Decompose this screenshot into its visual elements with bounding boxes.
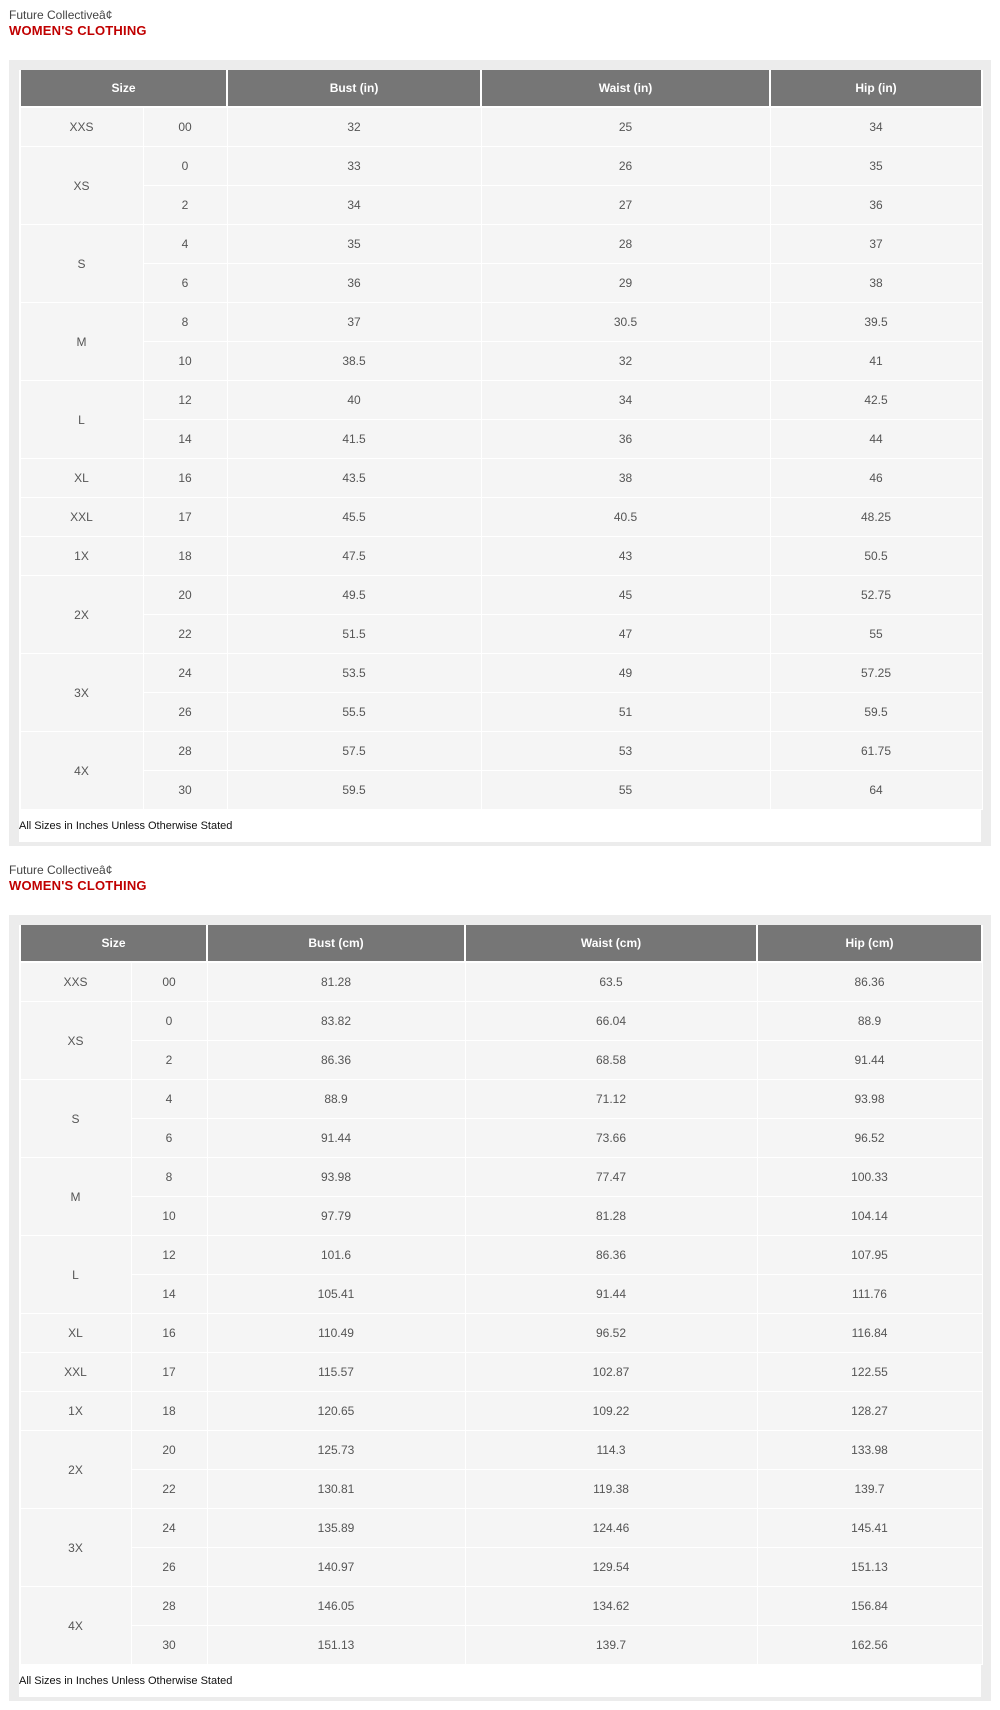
hip-cell: 55: [770, 615, 982, 654]
waist-cell: 114.3: [465, 1431, 757, 1470]
hip-cell: 122.55: [757, 1353, 982, 1392]
hip-cell: 93.98: [757, 1080, 982, 1119]
table-row: [20, 962, 982, 1002]
hip-cell: 111.76: [757, 1275, 982, 1314]
header-size: Size: [20, 70, 227, 107]
numeric-size-cell: 20: [143, 576, 227, 615]
header-waist: Waist (cm): [465, 925, 757, 962]
table-row: [20, 186, 982, 225]
numeric-size-cell: 24: [131, 1509, 207, 1548]
waist-cell: 134.62: [465, 1587, 757, 1626]
bust-cell: 140.97: [207, 1548, 465, 1587]
bust-cell: 120.65: [207, 1392, 465, 1431]
size-label: XS: [20, 147, 143, 225]
hip-cell: 104.14: [757, 1197, 982, 1236]
hip-cell: 156.84: [757, 1587, 982, 1626]
table-row: [20, 1392, 982, 1431]
bust-cell: 135.89: [207, 1509, 465, 1548]
bust-cell: 47.5: [227, 537, 481, 576]
waist-cell: 96.52: [465, 1314, 757, 1353]
waist-cell: 51: [481, 693, 770, 732]
table-row: [20, 537, 982, 576]
size-label: XXS: [20, 107, 143, 147]
size-label: XL: [20, 459, 143, 498]
table-row: [20, 1002, 982, 1041]
waist-cell: 139.7: [465, 1626, 757, 1665]
waist-cell: 53: [481, 732, 770, 771]
size-label: XXS: [20, 962, 131, 1002]
units-note: All Sizes in Inches Unless Otherwise Stated: [19, 1675, 233, 1687]
bust-cell: 101.6: [207, 1236, 465, 1275]
hip-cell: 57.25: [770, 654, 982, 693]
waist-cell: 29: [481, 264, 770, 303]
numeric-size-cell: 14: [131, 1275, 207, 1314]
table-row: [20, 1041, 982, 1080]
bust-cell: 110.49: [207, 1314, 465, 1353]
bust-cell: 32: [227, 107, 481, 147]
header-row: [20, 70, 982, 107]
waist-cell: 129.54: [465, 1548, 757, 1587]
brand-name: Future Collectiveâ¢: [9, 863, 113, 877]
hip-cell: 42.5: [770, 381, 982, 420]
table-row: [20, 693, 982, 732]
size-label: 3X: [20, 1509, 131, 1587]
numeric-size-cell: 22: [143, 615, 227, 654]
hip-cell: 96.52: [757, 1119, 982, 1158]
table-row: [20, 342, 982, 381]
numeric-size-cell: 0: [143, 147, 227, 186]
waist-cell: 47: [481, 615, 770, 654]
table-row: [20, 420, 982, 459]
size-label: 4X: [20, 732, 143, 810]
hip-cell: 41: [770, 342, 982, 381]
hip-cell: 35: [770, 147, 982, 186]
size-chart-inches: [9, 8, 991, 832]
chart-panel: [9, 60, 991, 846]
table-row: [20, 771, 982, 810]
chart-inner: [19, 925, 981, 1697]
bust-cell: 146.05: [207, 1587, 465, 1626]
size-label: M: [20, 303, 143, 381]
table-row: [20, 1119, 982, 1158]
waist-cell: 109.22: [465, 1392, 757, 1431]
waist-cell: 36: [481, 420, 770, 459]
waist-cell: 102.87: [465, 1353, 757, 1392]
hip-cell: 100.33: [757, 1158, 982, 1197]
numeric-size-cell: 16: [143, 459, 227, 498]
hip-cell: 48.25: [770, 498, 982, 537]
hip-cell: 139.7: [757, 1470, 982, 1509]
numeric-size-cell: 26: [131, 1548, 207, 1587]
numeric-size-cell: 24: [143, 654, 227, 693]
hip-cell: 34: [770, 107, 982, 147]
waist-cell: 63.5: [465, 962, 757, 1002]
hip-cell: 88.9: [757, 1002, 982, 1041]
hip-cell: 162.56: [757, 1626, 982, 1665]
numeric-size-cell: 4: [131, 1080, 207, 1119]
table-row: [20, 1509, 982, 1548]
table-row: [20, 1158, 982, 1197]
numeric-size-cell: 28: [143, 732, 227, 771]
hip-cell: 91.44: [757, 1041, 982, 1080]
hip-cell: 52.75: [770, 576, 982, 615]
waist-cell: 28: [481, 225, 770, 264]
waist-cell: 66.04: [465, 1002, 757, 1041]
size-label: L: [20, 381, 143, 459]
bust-cell: 55.5: [227, 693, 481, 732]
size-label: 1X: [20, 1392, 131, 1431]
bust-cell: 34: [227, 186, 481, 225]
size-label: S: [20, 225, 143, 303]
bust-cell: 115.57: [207, 1353, 465, 1392]
numeric-size-cell: 20: [131, 1431, 207, 1470]
numeric-size-cell: 4: [143, 225, 227, 264]
numeric-size-cell: 18: [143, 537, 227, 576]
numeric-size-cell: 2: [143, 186, 227, 225]
hip-cell: 151.13: [757, 1548, 982, 1587]
waist-cell: 45: [481, 576, 770, 615]
table-body: [20, 962, 982, 1665]
table-row: [20, 1431, 982, 1470]
size-chart-cm: [9, 863, 991, 1687]
table-row: [20, 1548, 982, 1587]
bust-cell: 97.79: [207, 1197, 465, 1236]
numeric-size-cell: 0: [131, 1002, 207, 1041]
numeric-size-cell: 10: [131, 1197, 207, 1236]
waist-cell: 81.28: [465, 1197, 757, 1236]
bust-cell: 57.5: [227, 732, 481, 771]
waist-cell: 119.38: [465, 1470, 757, 1509]
table-row: [20, 264, 982, 303]
numeric-size-cell: 6: [131, 1119, 207, 1158]
bust-cell: 88.9: [207, 1080, 465, 1119]
table-row: [20, 1275, 982, 1314]
bust-cell: 38.5: [227, 342, 481, 381]
size-label: M: [20, 1158, 131, 1236]
bust-cell: 35: [227, 225, 481, 264]
bust-cell: 45.5: [227, 498, 481, 537]
hip-cell: 50.5: [770, 537, 982, 576]
waist-cell: 26: [481, 147, 770, 186]
bust-cell: 125.73: [207, 1431, 465, 1470]
waist-cell: 49: [481, 654, 770, 693]
bust-cell: 36: [227, 264, 481, 303]
size-label: XL: [20, 1314, 131, 1353]
hip-cell: 38: [770, 264, 982, 303]
numeric-size-cell: 28: [131, 1587, 207, 1626]
table-row: [20, 1587, 982, 1626]
waist-cell: 124.46: [465, 1509, 757, 1548]
size-label: S: [20, 1080, 131, 1158]
numeric-size-cell: 00: [143, 107, 227, 147]
waist-cell: 55: [481, 771, 770, 810]
header-bust: Bust (cm): [207, 925, 465, 962]
hip-cell: 145.41: [757, 1509, 982, 1548]
hip-cell: 128.27: [757, 1392, 982, 1431]
waist-cell: 40.5: [481, 498, 770, 537]
bust-cell: 130.81: [207, 1470, 465, 1509]
bust-cell: 33: [227, 147, 481, 186]
table-row: [20, 107, 982, 147]
numeric-size-cell: 2: [131, 1041, 207, 1080]
numeric-size-cell: 10: [143, 342, 227, 381]
hip-cell: 86.36: [757, 962, 982, 1002]
table-body: [20, 107, 982, 810]
waist-cell: 73.66: [465, 1119, 757, 1158]
size-label: XXL: [20, 498, 143, 537]
size-label: L: [20, 1236, 131, 1314]
numeric-size-cell: 17: [143, 498, 227, 537]
table-row: [20, 303, 982, 342]
table-row: [20, 1353, 982, 1392]
size-label: 2X: [20, 576, 143, 654]
table-row: [20, 1236, 982, 1275]
header-row: [20, 925, 982, 962]
numeric-size-cell: 30: [143, 771, 227, 810]
size-label: XS: [20, 1002, 131, 1080]
waist-cell: 34: [481, 381, 770, 420]
waist-cell: 32: [481, 342, 770, 381]
bust-cell: 81.28: [207, 962, 465, 1002]
hip-cell: 59.5: [770, 693, 982, 732]
units-note: All Sizes in Inches Unless Otherwise Stated: [19, 820, 233, 832]
hip-cell: 37: [770, 225, 982, 264]
numeric-size-cell: 00: [131, 962, 207, 1002]
bust-cell: 51.5: [227, 615, 481, 654]
bust-cell: 105.41: [207, 1275, 465, 1314]
size-label: 1X: [20, 537, 143, 576]
table-row: [20, 381, 982, 420]
bust-cell: 37: [227, 303, 481, 342]
numeric-size-cell: 17: [131, 1353, 207, 1392]
waist-cell: 25: [481, 107, 770, 147]
size-table: [19, 925, 983, 1665]
table-row: [20, 615, 982, 654]
numeric-size-cell: 12: [143, 381, 227, 420]
chart-heading: WOMEN'S CLOTHING: [9, 878, 147, 893]
header-waist: Waist (in): [481, 70, 770, 107]
size-table: [19, 70, 983, 810]
numeric-size-cell: 26: [143, 693, 227, 732]
table-row: [20, 1626, 982, 1665]
bust-cell: 40: [227, 381, 481, 420]
chart-inner: [19, 70, 981, 842]
waist-cell: 86.36: [465, 1236, 757, 1275]
bust-cell: 43.5: [227, 459, 481, 498]
hip-cell: 116.84: [757, 1314, 982, 1353]
numeric-size-cell: 16: [131, 1314, 207, 1353]
waist-cell: 91.44: [465, 1275, 757, 1314]
bust-cell: 91.44: [207, 1119, 465, 1158]
header-hip: Hip (cm): [757, 925, 982, 962]
bust-cell: 53.5: [227, 654, 481, 693]
hip-cell: 36: [770, 186, 982, 225]
hip-cell: 133.98: [757, 1431, 982, 1470]
bust-cell: 151.13: [207, 1626, 465, 1665]
numeric-size-cell: 6: [143, 264, 227, 303]
bust-cell: 83.82: [207, 1002, 465, 1041]
brand-name: Future Collectiveâ¢: [9, 8, 113, 22]
waist-cell: 71.12: [465, 1080, 757, 1119]
hip-cell: 44: [770, 420, 982, 459]
size-label: XXL: [20, 1353, 131, 1392]
hip-cell: 39.5: [770, 303, 982, 342]
header-bust: Bust (in): [227, 70, 481, 107]
numeric-size-cell: 8: [131, 1158, 207, 1197]
header-hip: Hip (in): [770, 70, 982, 107]
size-label: 3X: [20, 654, 143, 732]
size-label: 2X: [20, 1431, 131, 1509]
table-row: [20, 576, 982, 615]
hip-cell: 61.75: [770, 732, 982, 771]
hip-cell: 107.95: [757, 1236, 982, 1275]
waist-cell: 27: [481, 186, 770, 225]
waist-cell: 68.58: [465, 1041, 757, 1080]
numeric-size-cell: 12: [131, 1236, 207, 1275]
waist-cell: 30.5: [481, 303, 770, 342]
waist-cell: 43: [481, 537, 770, 576]
table-row: [20, 732, 982, 771]
table-row: [20, 1314, 982, 1353]
table-row: [20, 498, 982, 537]
hip-cell: 64: [770, 771, 982, 810]
numeric-size-cell: 14: [143, 420, 227, 459]
table-row: [20, 225, 982, 264]
bust-cell: 41.5: [227, 420, 481, 459]
waist-cell: 77.47: [465, 1158, 757, 1197]
bust-cell: 93.98: [207, 1158, 465, 1197]
bust-cell: 59.5: [227, 771, 481, 810]
numeric-size-cell: 18: [131, 1392, 207, 1431]
bust-cell: 86.36: [207, 1041, 465, 1080]
numeric-size-cell: 22: [131, 1470, 207, 1509]
numeric-size-cell: 30: [131, 1626, 207, 1665]
header-size: Size: [20, 925, 207, 962]
table-row: [20, 1080, 982, 1119]
table-row: [20, 1470, 982, 1509]
table-row: [20, 147, 982, 186]
hip-cell: 46: [770, 459, 982, 498]
table-row: [20, 459, 982, 498]
chart-panel: [9, 915, 991, 1701]
size-label: 4X: [20, 1587, 131, 1665]
bust-cell: 49.5: [227, 576, 481, 615]
chart-heading: WOMEN'S CLOTHING: [9, 23, 147, 38]
numeric-size-cell: 8: [143, 303, 227, 342]
waist-cell: 38: [481, 459, 770, 498]
table-row: [20, 1197, 982, 1236]
table-row: [20, 654, 982, 693]
